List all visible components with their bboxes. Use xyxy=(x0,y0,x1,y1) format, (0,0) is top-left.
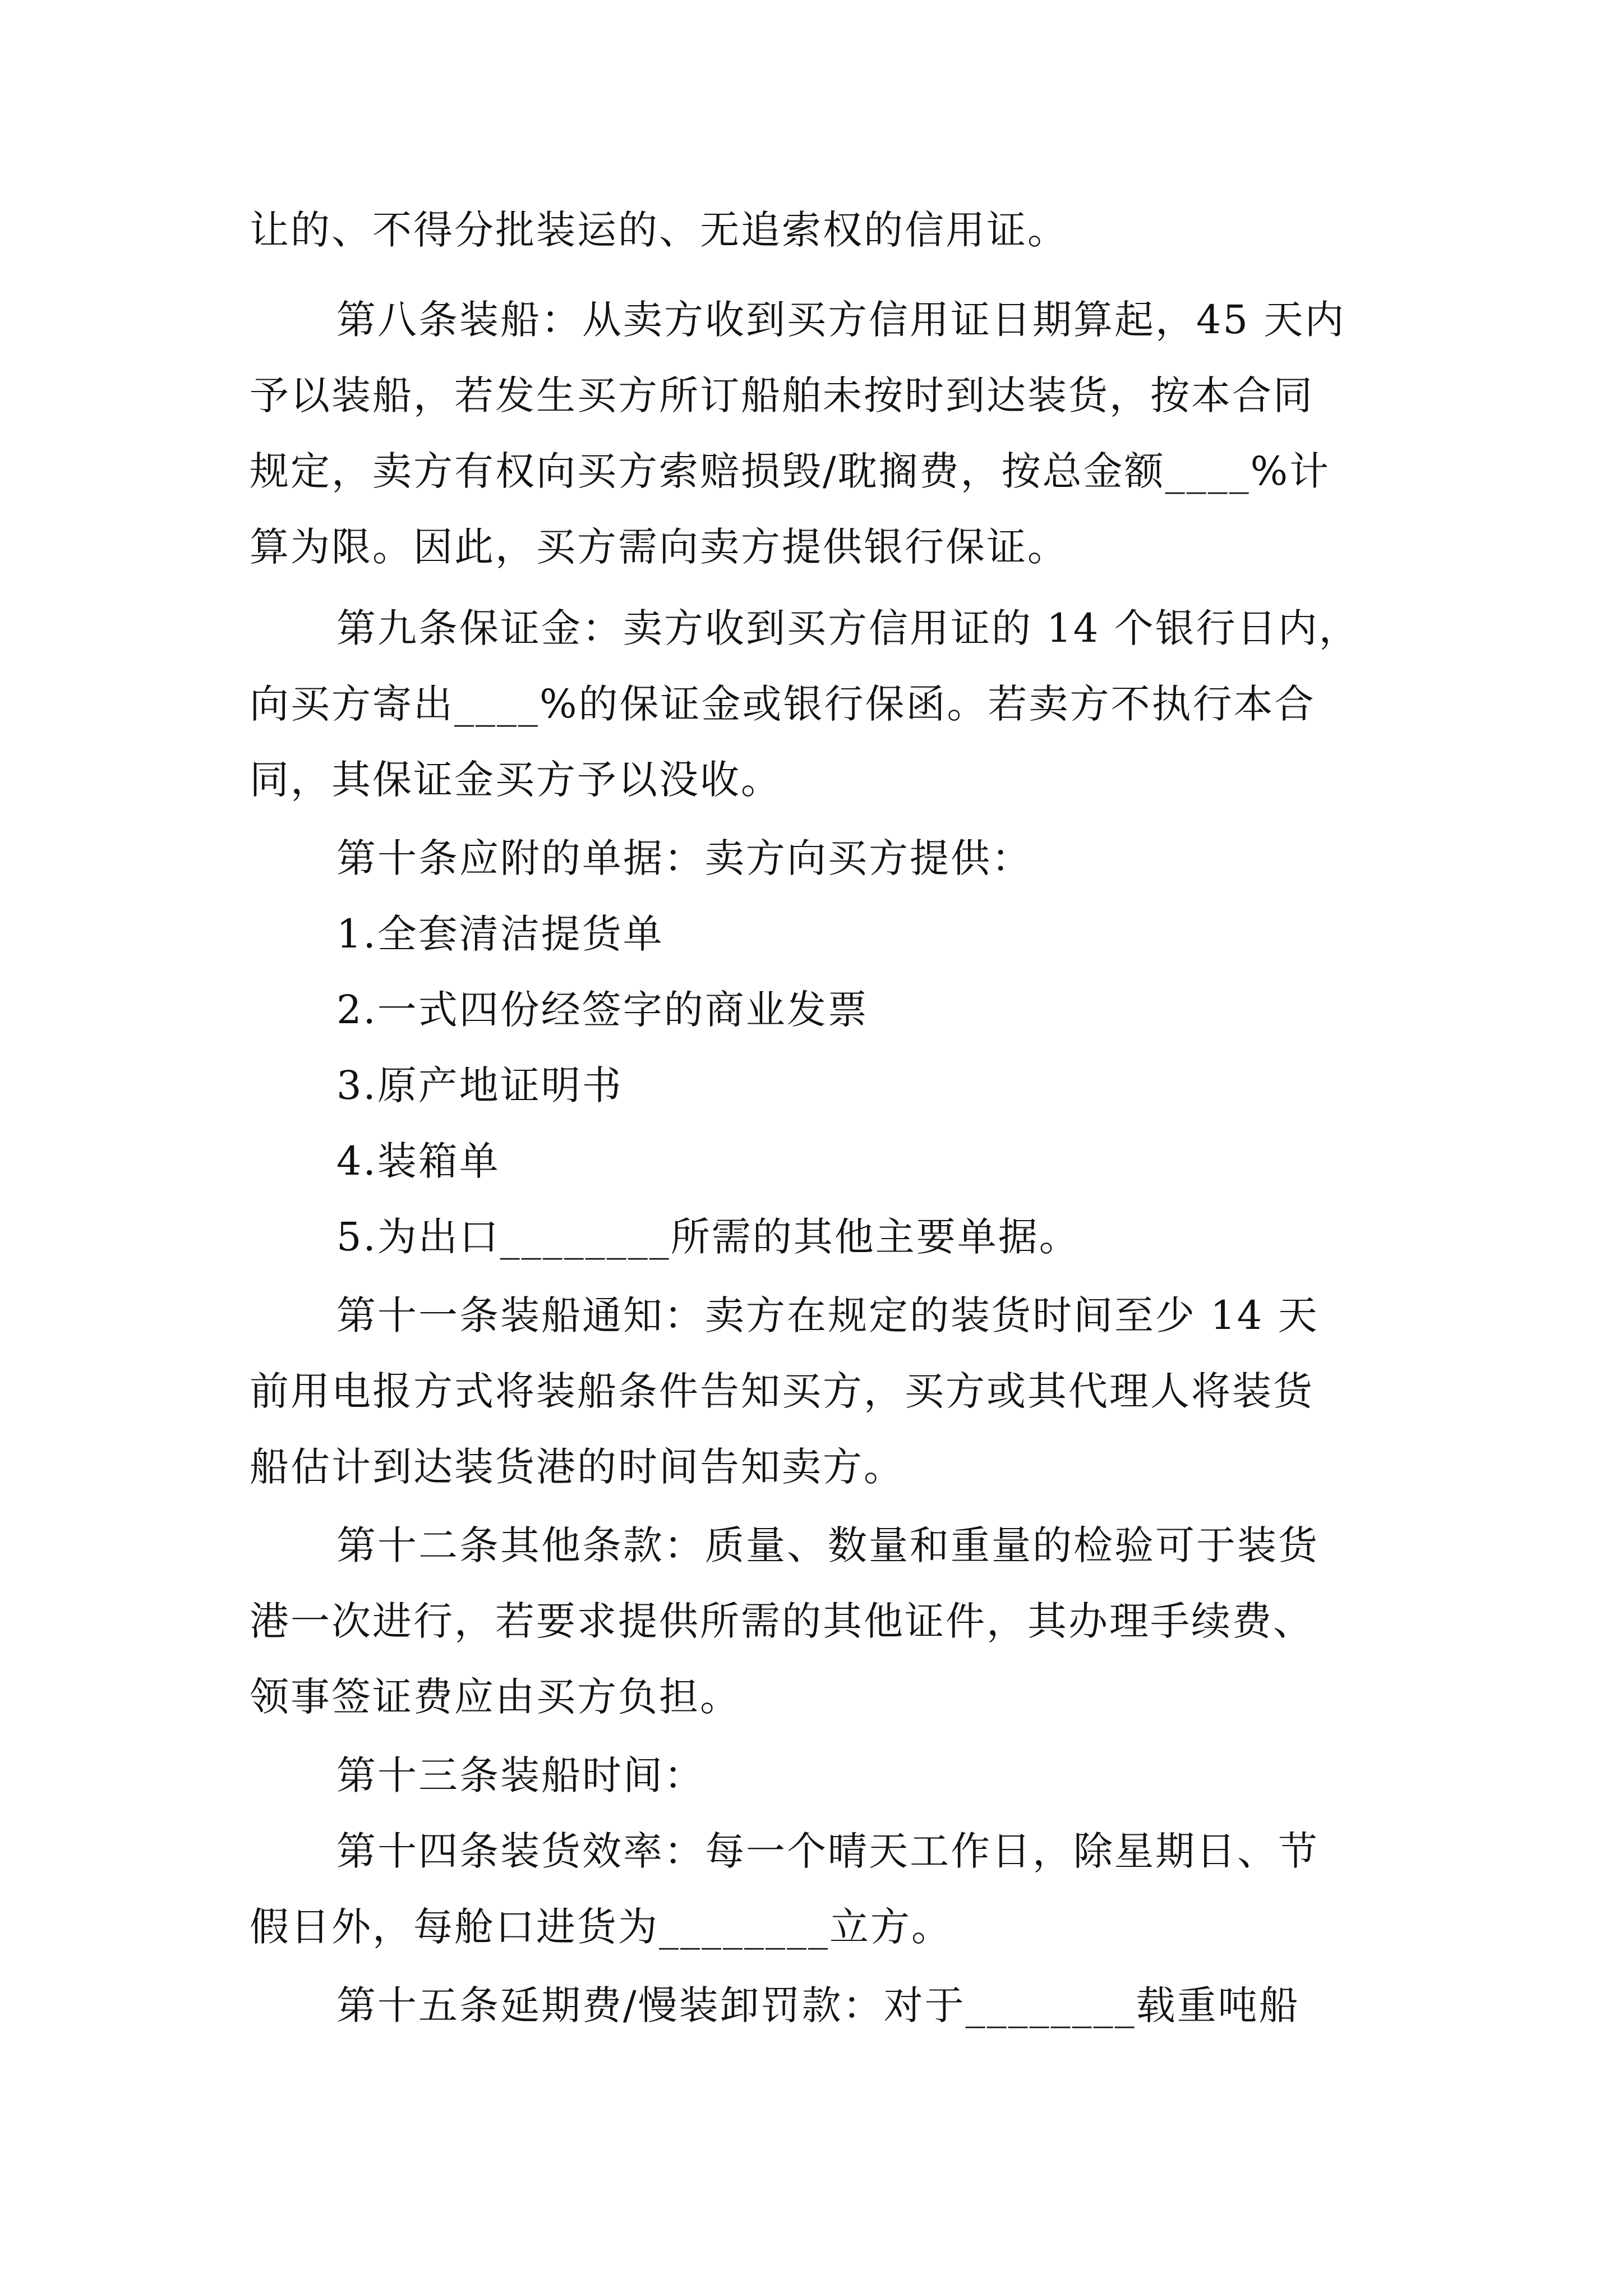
text-line-13: 4.装箱单 xyxy=(336,1138,500,1184)
text-line-22: 第十四条装货效率：每一个晴天工作日，除星期日、节 xyxy=(336,1828,1319,1874)
text-line-20: 领事签证费应由买方负担。 xyxy=(250,1674,741,1720)
text-line-10: 1.全套清洁提货单 xyxy=(336,911,664,957)
text-line-15: 第十一条装船通知：卖方在规定的装货时间至少 14 天 xyxy=(336,1292,1319,1338)
text-line-18: 第十二条其他条款：质量、数量和重量的检验可于装货 xyxy=(336,1522,1319,1568)
text-line-8: 同，其保证金买方予以没收。 xyxy=(250,757,782,803)
text-line-16: 前用电报方式将装船条件告知买方，买方或其代理人将装货 xyxy=(250,1368,1314,1414)
text-line-7: 向买方寄出____%的保证金或银行保函。若卖方不执行本合 xyxy=(250,681,1316,727)
text-line-14: 5.为出口________所需的其他主要单据。 xyxy=(336,1214,1080,1260)
text-line-23: 假日外，每舱口进货为________立方。 xyxy=(250,1904,952,1950)
text-line-21: 第十三条装船时间： xyxy=(336,1752,705,1798)
text-line-19: 港一次进行，若要求提供所需的其他证件，其办理手续费、 xyxy=(250,1598,1314,1644)
text-line-11: 2.一式四份经签字的商业发票 xyxy=(336,987,869,1033)
text-line-24: 第十五条延期费/慢装卸罚款：对于________载重吨船 xyxy=(336,1982,1300,2028)
text-line-6: 第九条保证金：卖方收到买方信用证的 14 个银行日内， xyxy=(336,605,1360,651)
text-line-4: 规定，卖方有权向买方索赔损毁/耽搁费，按总金额____%计 xyxy=(250,448,1331,494)
text-line-2: 第八条装船：从卖方收到买方信用证日期算起，45 天内 xyxy=(336,297,1346,343)
text-line-12: 3.原产地证明书 xyxy=(336,1062,623,1108)
text-line-5: 算为限。因此，买方需向卖方提供银行保证。 xyxy=(250,524,1068,570)
text-line-3: 予以装船，若发生买方所订船舶未按时到达装货，按本合同 xyxy=(250,372,1314,418)
text-line-17: 船估计到达装货港的时间告知卖方。 xyxy=(250,1444,905,1490)
text-line-1: 让的、不得分批装运的、无追索权的信用证。 xyxy=(250,207,1068,253)
text-line-9: 第十条应附的单据：卖方向买方提供： xyxy=(336,835,1032,881)
